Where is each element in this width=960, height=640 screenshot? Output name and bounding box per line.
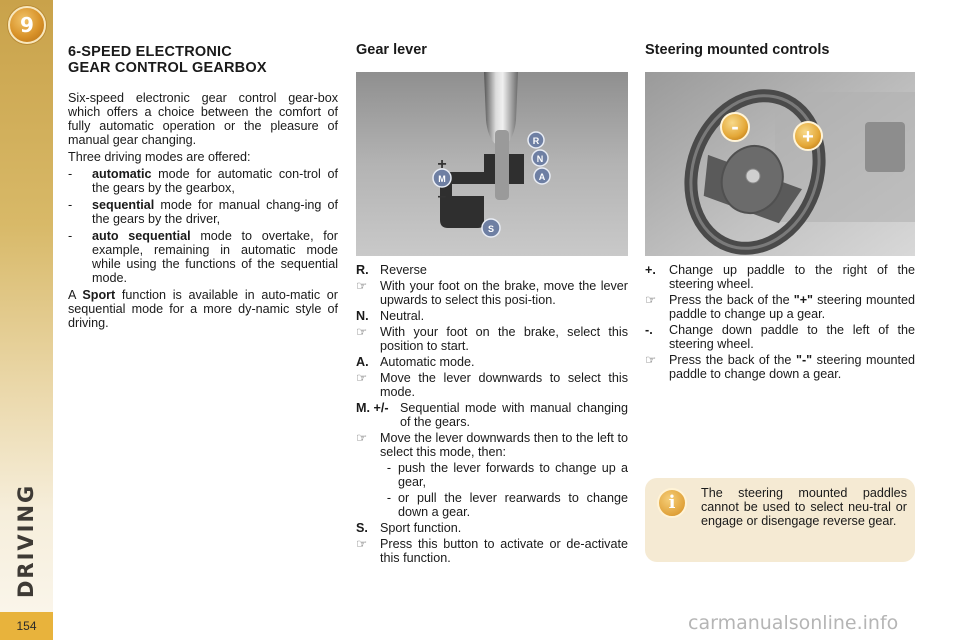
gear-lever-title: Gear lever (356, 42, 427, 58)
chapter-title: DRIVING (14, 483, 38, 598)
hand-pointer-icon: ☞ (356, 431, 368, 445)
mode-name: automatic (92, 167, 152, 181)
hand-pointer-icon: ☞ (645, 293, 657, 307)
list-item: S. Sport function. (356, 521, 462, 535)
info-icon: i (657, 488, 687, 518)
hand-pointer-icon: ☞ (645, 353, 657, 367)
hand-pointer-icon: ☞ (356, 279, 368, 293)
chapter-number: 9 (20, 13, 34, 37)
page-title (68, 44, 267, 76)
hand-pointer-icon: ☞ (356, 537, 368, 551)
brand-logo-icon (746, 169, 760, 183)
list-item: A. Automatic mode. (356, 355, 475, 369)
mode-name: sequential (92, 198, 155, 212)
air-vent (865, 122, 905, 172)
mode-dash: - (68, 167, 73, 181)
chapter-sidebar (0, 0, 53, 640)
info-note-text: The steering mounted paddles cannot be used to select neu-tral or engage or disengage reverse gear. (701, 486, 907, 528)
gate-n-label: N (536, 154, 544, 164)
list-subitem: - or pull the lever rearwards to change down a gear. (386, 491, 628, 519)
watermark: carmanualsonline.info (688, 612, 899, 634)
list-item: ☞ Move the lever downwards to select this mode. (356, 371, 628, 399)
mode-item (68, 198, 338, 226)
intro-text (68, 91, 338, 333)
list-item: ☞ With your foot on the brake, move the lever upwards to select this posi-tion. (356, 279, 628, 307)
mode-name: auto sequential (92, 229, 191, 243)
page-number: 154 (0, 612, 53, 640)
mode-item (68, 167, 338, 195)
info-note (645, 478, 915, 562)
list-item: N. Neutral. (356, 309, 425, 323)
hand-pointer-icon: ☞ (356, 371, 368, 385)
list-item: R. Reverse (356, 263, 427, 277)
list-item: ☞ Move the lever downwards then to the left to select this mode, then: (356, 431, 628, 459)
mode-item (68, 229, 338, 285)
gear-lever-list (356, 263, 628, 567)
mode-desc: mode for manual chang-ing of the gears by the driver, (92, 198, 338, 226)
minus-paddle-label: - (731, 114, 739, 139)
list-item: ☞ Press the back of the "+" steering mounted paddle to change up a gear. (645, 293, 915, 321)
sport-keyword: Sport (82, 288, 116, 302)
sport-button-label: S (487, 224, 495, 234)
sport-paragraph: A Sport function is available in auto-matic or sequential mode for a more dy-namic style of driving. (68, 288, 338, 330)
modes-intro: Three driving modes are offered: (68, 150, 251, 164)
gate-a-label: A (538, 172, 546, 182)
steering-controls-title: Steering mounted controls (645, 42, 830, 58)
list-item: -. Change down paddle to the left of the steering wheel. (645, 323, 915, 351)
page-title-line1: 6-SPEED ELECTRONIC (68, 44, 232, 60)
hand-pointer-icon: ☞ (356, 325, 368, 339)
intro-paragraph: Six-speed electronic gear control gear-box which offers a choice between the comfort of fully automatic operation or the pleasure of manual gear changing. (68, 91, 338, 147)
gate-m-label: M (438, 174, 446, 184)
mode-dash: - (68, 198, 73, 212)
steering-wheel-illustration (645, 72, 915, 256)
gate-minus-label: – (437, 188, 447, 205)
mode-desc: mode for automatic con-trol of the gears by the gearbox, (92, 167, 338, 195)
mode-desc: mode to overtake, for example, remaining in automatic mode while using the functions of the sequential mode. (92, 229, 338, 285)
steering-controls-list (645, 263, 915, 383)
plus-paddle-label: + (802, 126, 814, 148)
page-title-line2: GEAR CONTROL GEARBOX (68, 60, 267, 76)
gate-plus-label: + (437, 156, 447, 173)
gear-lever-illustration (356, 72, 628, 256)
chapter-badge (8, 6, 46, 44)
gate-r-label: R (532, 136, 540, 146)
list-item: ☞ Press this button to activate or de-activate this function. (356, 537, 628, 565)
lever-shaft (495, 130, 509, 200)
list-subitem: - push the lever forwards to change up a gear, (386, 461, 628, 489)
list-item: M. +/- Sequential mode with manual changing of the gears. (356, 401, 628, 429)
mode-dash: - (68, 229, 73, 243)
list-item: ☞ Press the back of the "-" steering mounted paddle to change down a gear. (645, 353, 916, 381)
list-item: +. Change up paddle to the right of the steering wheel. (645, 263, 915, 291)
list-item: ☞ With your foot on the brake, select this position to start. (356, 325, 628, 353)
